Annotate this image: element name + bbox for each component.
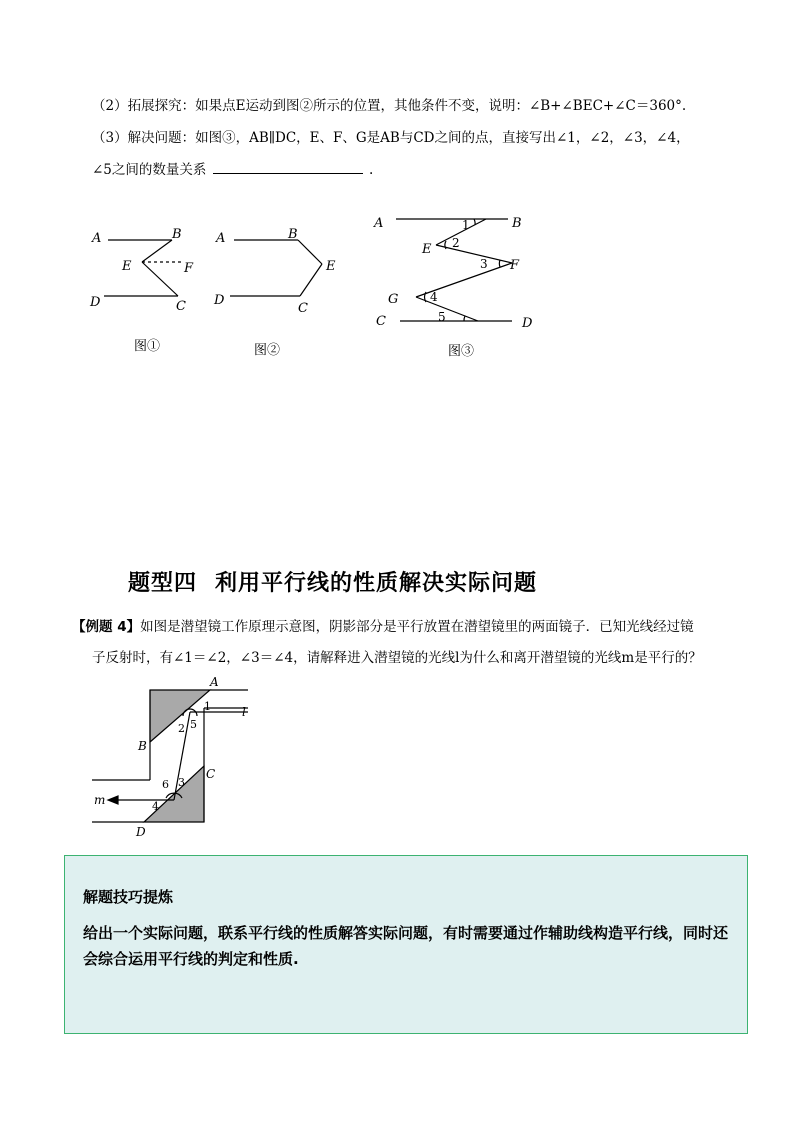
fig3-label-f: F bbox=[510, 258, 520, 273]
fig3-label-c: C bbox=[376, 314, 386, 329]
fig3-angle-3: 3 bbox=[480, 257, 488, 271]
figure-3 bbox=[370, 205, 550, 365]
question-2: （2）拓展探究：如果点E运动到图②所示的位置，其他条件不变，说明：∠B+∠BEC+∠C＝360°. bbox=[92, 98, 687, 114]
example-tag: 【例题 4】 bbox=[72, 619, 141, 635]
fig1-caption: 图① bbox=[134, 339, 161, 354]
periscope-angle-6: 6 bbox=[162, 778, 169, 791]
section-title-number: 题型四 bbox=[128, 571, 198, 596]
fig3-label-a: A bbox=[374, 216, 384, 231]
fig1-label-e: E bbox=[122, 259, 132, 274]
question-3-text: ∠5之间的数量关系 bbox=[92, 162, 207, 178]
example-line-1 bbox=[72, 617, 694, 637]
light-l-label: l bbox=[242, 705, 246, 719]
question-3-line2 bbox=[92, 160, 373, 180]
fig1-label-a: A bbox=[92, 231, 102, 246]
question-3-period: . bbox=[369, 162, 374, 178]
periscope-angle-1: 1 bbox=[204, 700, 211, 713]
figure-2 bbox=[200, 220, 350, 360]
fig1-label-f: F bbox=[184, 261, 194, 276]
fig3-angle-4: 4 bbox=[430, 290, 438, 304]
fig1-label-c: C bbox=[176, 299, 186, 314]
fig3-angle-1: 1 bbox=[462, 218, 470, 232]
fig2-label-b: B bbox=[288, 227, 298, 242]
fig3-angle-2: 2 bbox=[452, 236, 460, 250]
periscope-label-a: A bbox=[210, 675, 219, 689]
question-3-line1: （3）解决问题：如图③，AB∥DC，E、F、G是AB与CD之间的点，直接写出∠1，∠2，∠3，∠4， bbox=[92, 130, 690, 146]
periscope-label-c: C bbox=[206, 767, 216, 781]
periscope-angle-4: 4 bbox=[152, 800, 159, 813]
example-text-1: 如图是潜望镜工作原理示意图，阴影部分是平行放置在潜望镜里的两面镜子．已知光线经过镜 bbox=[140, 619, 694, 635]
tips-title: 解题技巧提炼 bbox=[83, 888, 174, 906]
section-title-text: 利用平行线的性质解决实际问题 bbox=[215, 571, 538, 596]
tips-body: 给出一个实际问题，联系平行线的性质解答实际问题，有时需要通过作辅助线构造平行线，同时还会综合运用平行线的判定和性质. bbox=[83, 924, 729, 968]
fig3-label-d: D bbox=[522, 316, 533, 331]
fig3-label-g: G bbox=[388, 292, 399, 307]
fig2-caption: 图② bbox=[254, 343, 281, 358]
answer-blank[interactable] bbox=[213, 160, 363, 174]
figure-1 bbox=[80, 220, 200, 360]
tips-box bbox=[64, 855, 748, 1034]
fig3-angle-5: 5 bbox=[438, 310, 446, 324]
periscope-angle-5: 5 bbox=[190, 718, 197, 731]
lower-mirror bbox=[144, 766, 204, 822]
fig2-label-c: C bbox=[298, 301, 308, 316]
fig3-caption: 图③ bbox=[448, 344, 475, 359]
fig1-label-b: B bbox=[172, 227, 182, 242]
fig2-label-e: E bbox=[326, 259, 336, 274]
periscope-label-d: D bbox=[136, 825, 146, 839]
example-line-2: 子反射时，有∠1＝∠2，∠3＝∠4，请解释进入潜望镜的光线l为什么和离开潜望镜的光线m是平行的？ bbox=[92, 650, 702, 666]
periscope-angle-3: 3 bbox=[178, 776, 185, 789]
light-m-label: m bbox=[94, 793, 106, 807]
fig1-label-d: D bbox=[90, 295, 101, 310]
periscope-label-b: B bbox=[138, 739, 147, 753]
periscope-figure bbox=[86, 670, 266, 840]
section-title bbox=[128, 566, 537, 597]
fig3-label-e: E bbox=[422, 242, 432, 257]
fig3-label-b: B bbox=[512, 216, 522, 231]
fig2-label-a: A bbox=[216, 231, 226, 246]
periscope-angle-2: 2 bbox=[178, 722, 185, 735]
fig2-label-d: D bbox=[214, 293, 225, 308]
